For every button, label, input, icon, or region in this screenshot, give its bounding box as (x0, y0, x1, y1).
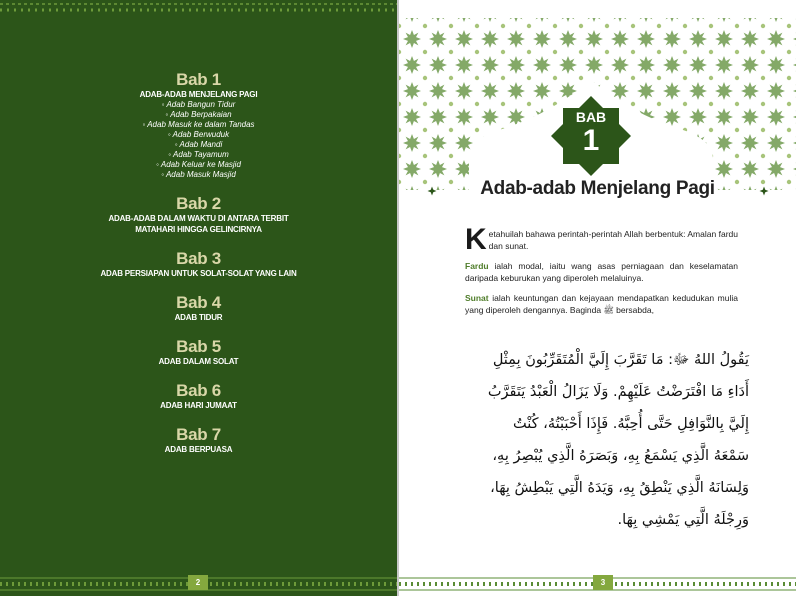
table-of-contents (0, 70, 397, 469)
chapter-title: ADAB BERPUASA (164, 445, 233, 454)
chapter-subitem: ◦ Adab Keluar ke Masjid (156, 160, 241, 169)
toc-chapter-3[interactable] (0, 249, 397, 279)
toc-chapter-1[interactable] (0, 70, 397, 180)
chapter-number: Bab 5 (176, 337, 221, 356)
chapter-number: Bab 6 (176, 381, 221, 400)
arabic-line: أَدَاءِ مَا افْتَرَضْتُ عَلَيْهِمْ. وَلَا يَزَالُ الْعَبْدُ يَتَقَرَّبُ (487, 384, 749, 400)
chapter-title: ADAB DALAM SOLAT (158, 357, 239, 366)
chapter-heading: Adab-adab Menjelang Pagi (480, 178, 715, 199)
chapter-subitem: ◦ Adab Berpakaian (165, 110, 232, 119)
chapter-title: ADAB TIDUR (174, 313, 223, 322)
chapter-subitem: ◦ Adab Masuk ke dalam Tandas (142, 120, 255, 129)
chapter-number: Bab 1 (176, 70, 221, 89)
arabic-line: يَقُولُ اللهُ ﷻ: مَا تَقَرَّبَ إِلَيَّ الْمُتَقَرِّبُونَ بِمِثْلِ (492, 352, 749, 368)
chapter-number: Bab 2 (176, 194, 221, 213)
chapter-subitem: ◦ Adab Masuk Masjid (161, 170, 236, 179)
toc-chapter-2[interactable] (0, 194, 397, 235)
toc-chapter-6[interactable] (0, 381, 397, 411)
fardu-paragraph: Fardu ialah modal, iaitu wang asas perniagaan dan keselamatan daripada keburukan yang diperoleh melaluinya. (465, 261, 738, 283)
chapter-subitem: ◦ Adab Berwuduk (167, 130, 230, 139)
arabic-line: سَمْعَهُ الَّذِي يَسْمَعُ بِهِ، وَبَصَرَهُ الَّذِي يُبْصِرُ بِهِ، (492, 448, 749, 464)
toc-chapter-7[interactable] (0, 425, 397, 455)
star-ornament-icon (759, 186, 769, 196)
page-number: 3 (593, 575, 613, 590)
chapter-number: Bab 4 (176, 293, 221, 312)
sunat-paragraph: Sunat ialah keuntungan dan kejayaan mendapatkan kedudukan mulia yang diperoleh dengannya. Baginda ﷺ bersabda, (465, 293, 738, 315)
right-page (399, 0, 796, 596)
intro-paragraph: Ketahuilah bahawa perintah-perintah Allah berbentuk: Amalan fardu dan sunat. (465, 223, 738, 256)
chapter-subitem: ◦ Adab Bangun Tidur (161, 100, 236, 109)
chapter-subitem: ◦ Adab Mandi (174, 140, 223, 149)
left-page (0, 0, 397, 596)
term-fardu: Fardu (465, 261, 489, 271)
arabic-line: وَرِجْلَهُ الَّتِي يَمْشِي بِهَا. (617, 512, 749, 528)
chapter-number: Bab 3 (176, 249, 221, 268)
chapter-title: ADAB PERSIAPAN UNTUK SOLAT-SOLAT YANG LAIN (100, 269, 297, 278)
hadith-arabic (459, 344, 749, 536)
term-sunat: Sunat (465, 293, 489, 303)
chapter-title: ADAB HARI JUMAAT (160, 401, 237, 410)
toc-chapter-4[interactable] (0, 293, 397, 323)
chapter-subitem: ◦ Adab Tayamum (168, 150, 229, 159)
arabic-line: إِلَيَّ بِالنَّوَافِلِ حَتَّى أُحِبَّهُ. فَإِذَا أَحْبَبْتُهُ، كُنْتُ (513, 416, 749, 432)
chapter-title: ADAB-ADAB DALAM WAKTU DI ANTARA TERBIT MATAHARI HINGGA GELINCIRNYA (108, 214, 289, 234)
toc-chapter-5[interactable] (0, 337, 397, 367)
body-text (465, 223, 738, 324)
drop-cap: K (465, 223, 487, 256)
chapter-number: Bab 7 (176, 425, 221, 444)
page-number: 2 (188, 575, 208, 590)
arabic-line: وَلِسَانَهُ الَّذِي يَنْطِقُ بِهِ، وَيَدَهُ الَّتِي يَبْطِشُ بِهَا، (490, 480, 749, 496)
top-border-pattern (0, 0, 397, 22)
badge-number: 1 (582, 124, 600, 157)
chapter-title: ADAB-ADAB MENJELANG PAGI (139, 90, 258, 99)
badge-label: BAB (575, 109, 607, 125)
